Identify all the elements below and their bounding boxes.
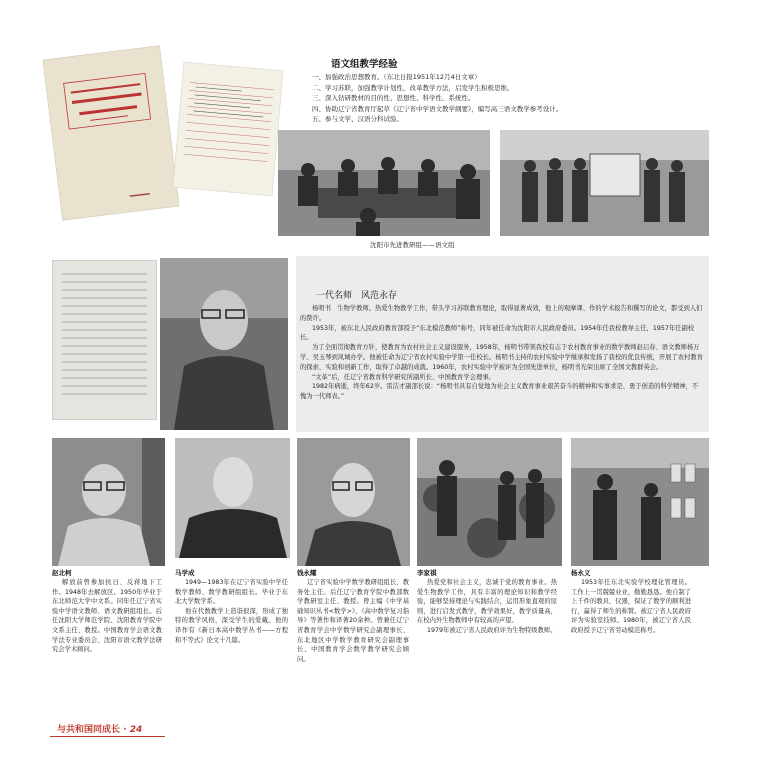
- teacher-bio: [571, 578, 691, 636]
- teacher-name: 马学成: [175, 569, 195, 577]
- teacher-bio-paragraph: 1979年被辽宁省人民政府评为生物特级教师。: [427, 626, 557, 634]
- teacher-bio-paragraph: 热爱党和社会主义，忠诚于党的教育事业。热爱生物教学工作，具有丰富的理论知识和教学经验，能够坚持理论与实践结合，运用形象直观的原则，进行启发式教学，教学效果好，教学质量高，在校内外生物教师中有较高的声望。: [417, 579, 557, 625]
- feature-title: 一代名师 风范永存: [316, 291, 398, 301]
- experience-item: 二、学习苏联，加强教学计划性，改革教学方法，启发学生积极思维。: [312, 83, 514, 92]
- teacher-bio-paragraph: 1949—1983年在辽宁省实验中学任数学教师、数学教研组组长。毕业于东北大学数学系。: [175, 579, 288, 606]
- feature-paragraph: 为了全面贯彻教育方针，使教育为农村社会主义建设服务，1958年，杨明书带领我校有志于农村教育事业的数学教师赵启春、语文教师杨万学、吴玉琴到凤城办学。他被任命为辽宁省农村实验中学第一任校长。杨明书主持的农村实验中学继承和发扬了我校的优良传统，开展了农村教育的探索、实验和创新工作，取得了卓越的成就。1960年，农村实验中学被评为全国先进单位，杨明书光荣出席了全国文教群英会。: [300, 344, 703, 371]
- teacher-name: 钱永耀: [297, 569, 317, 577]
- qian-yongyao-portrait: [297, 438, 410, 566]
- teacher-bio: [52, 578, 162, 655]
- teacher-bio: [417, 578, 557, 636]
- document-page-photo: [173, 62, 284, 196]
- experience-item: 五、参与文学、汉语分科试验。: [312, 115, 403, 123]
- teacher-bio: [297, 578, 409, 664]
- experience-list: [312, 72, 642, 125]
- teacher-bio-paragraph: 辽宁省实验中学数学教研组组长、教务处主任。后任辽宁教育学院中教部数学教研室主任、教授。曾主编《中学基础知识丛书<数学>》、《高中数学复习指导》等著作和译著20余种。曾兼任辽宁省教育学会中学数学研究会副理事长、东北地区中学数学教育研究会副理事长、中国教育学会数学教学研究会顾问。: [297, 579, 409, 663]
- feature-paragraph: 杨明书 生物学教师。热爱生物教学工作，带头学习苏联教育理论，取得显著成效，他上的观摩课、作的学术报告和撰写的论文，都受到人们的赞许。: [300, 305, 703, 322]
- experience-item: 一、加强政治思想教育。（东北日报1951年12月4日文章）: [312, 73, 481, 81]
- booklet-cover-photo: [43, 45, 180, 220]
- footer-series-title: 与共和国同成长: [57, 725, 121, 735]
- page-number: 24: [129, 725, 143, 735]
- teacher-name: 赵北柯: [52, 569, 72, 577]
- manuscript-photo: [52, 260, 157, 420]
- yang-mingshu-portrait: [160, 258, 288, 430]
- footer-separator: ·: [123, 725, 127, 735]
- teacher-bio-paragraph: 解放前曾参加抗日、反蒋地下工作。1948年去解放区。1950年毕业于东北师范大学中文系。同年任辽宁省实验中学语文教师、语文教研组组长。后任沈阳大学师范学院、沈阳教育学院中文系主任、教授。中国教育学会语文教学法专业委员会、沈阳市语文教学法研究会学术顾问。: [52, 579, 162, 654]
- teacher-name: 李家祺: [417, 569, 437, 577]
- feature-paragraph: “文革”后，任辽宁省教育科学研究所副所长、中国教育学会理事。: [312, 373, 495, 381]
- experience-item: 四、协助辽宁省教育厅起草《辽宁省中学语文教学纲要》，编写高三语文教学参考设计。: [312, 104, 563, 113]
- teacher-name: 杨永义: [571, 569, 591, 577]
- yang-yongyi-lab-photo: [571, 438, 709, 566]
- teacher-bio: [175, 578, 288, 645]
- feature-text: [300, 304, 704, 402]
- teacher-bio-paragraph: 他在代数教学上造诣很深，形成了独特的教学风格，深受学生的爱戴。他的译作有《新日本高中数学丛书——方程和不等式》论文十几篇。: [175, 607, 288, 644]
- photo-caption: 沈阳市先进教研组——语文组: [370, 241, 455, 249]
- page-footer: [57, 722, 142, 735]
- feature-paragraph: 1982年病逝，终年62岁。雷洁才副部长说：“杨明书具有自觉地为社会主义教育事业艰苦奋斗的精神和实事求是、勇于创造的科学精神，不愧为一代师表。”: [300, 383, 699, 401]
- experience-item: 三、深入钻研教材的目的性、思想性、科学性、系统性。: [312, 94, 475, 102]
- li-jiaqi-field-photo: [417, 438, 562, 566]
- zhao-beike-portrait: [52, 438, 165, 566]
- meeting-group-photo: [278, 130, 490, 236]
- ma-xuecheng-portrait: [175, 438, 290, 558]
- teacher-bio-paragraph: 1953年任东北实验学校理化管理员。工作上一贯兢兢业业，勤勤恳恳。他自制了上千件的教具、仪器，保证了教学的顺利进行，赢得了师生的称赞。被辽宁省人民政府评为实验室技师。1980年，被辽宁省人民政府授予辽宁省劳动模范称号。: [571, 579, 691, 634]
- footer-rule: [50, 736, 165, 737]
- feature-paragraph: 1953年，被东北人民政府教育部授予“东北模范教师”称号，同年被任命为沈阳市人民政府委员。1954年任我校教导主任，1957年任副校长。: [300, 324, 695, 342]
- section-title: 语文组教学经验: [331, 59, 398, 70]
- banner-group-photo: [500, 130, 709, 236]
